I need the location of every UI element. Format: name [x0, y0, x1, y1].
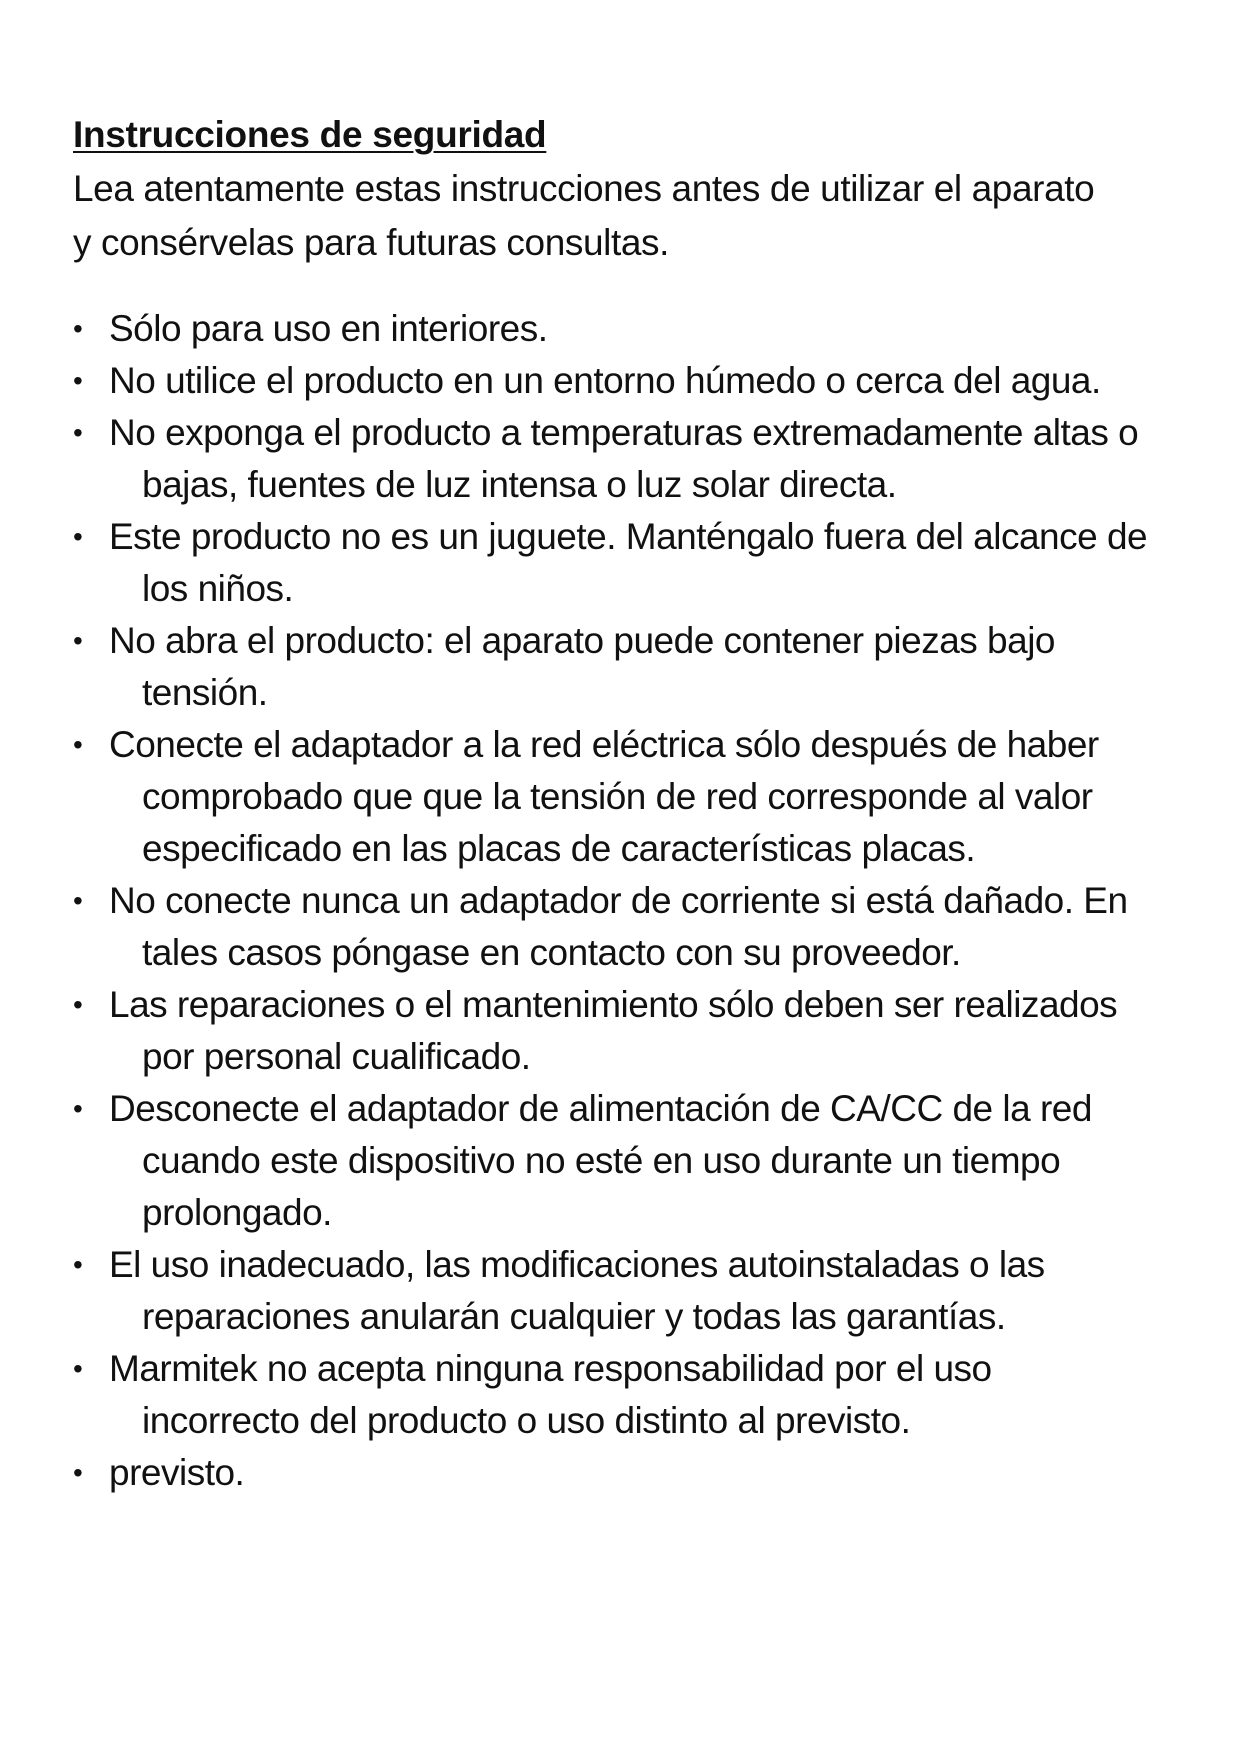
list-item-text-continued: los niños. — [142, 568, 294, 609]
intro-paragraph — [73, 162, 1173, 270]
list-item — [73, 615, 1173, 719]
list-item-text-continued: bajas, fuentes de luz intensa o luz solar directa. — [142, 464, 897, 505]
list-item — [73, 1239, 1173, 1343]
bullet-icon: • — [73, 521, 83, 552]
list-item-text-continued: cuando este dispositivo no esté en uso durante un tiempo — [142, 1140, 1061, 1181]
list-item — [73, 875, 1173, 979]
bullet-icon: • — [73, 885, 83, 916]
list-item-text-continued: comprobado que que la tensión de red corresponde al valor — [142, 776, 1093, 817]
bullet-icon: • — [73, 1093, 83, 1124]
list-item-text-continued: por personal cualificado. — [142, 1036, 531, 1077]
list-item-text: previsto. — [109, 1452, 245, 1493]
list-item — [73, 303, 1173, 355]
bullet-icon: • — [73, 1249, 83, 1280]
list-item-text-continued: tensión. — [142, 672, 268, 713]
bullet-icon: • — [73, 1457, 83, 1488]
list-item-text: Desconecte el adaptador de alimentación de CA/CC de la red — [109, 1088, 1092, 1129]
bullet-icon: • — [73, 989, 83, 1020]
list-item-text: No abra el producto: el aparato puede contener piezas bajo — [109, 620, 1056, 661]
list-item-text-continued: incorrecto del producto o uso distinto al previsto. — [142, 1400, 911, 1441]
section-title: Instrucciones de seguridad — [73, 114, 547, 155]
list-item-text: No utilice el producto en un entorno húmedo o cerca del agua. — [109, 360, 1101, 401]
list-item — [73, 719, 1173, 875]
list-item — [73, 1083, 1173, 1239]
bullet-icon: • — [73, 417, 83, 448]
safety-instructions-list — [73, 303, 1173, 1499]
list-item — [73, 1447, 1173, 1499]
list-item — [73, 1343, 1173, 1447]
list-item — [73, 511, 1173, 615]
bullet-icon: • — [73, 1353, 83, 1384]
bullet-icon: • — [73, 313, 83, 344]
list-item-text: Marmitek no acepta ninguna responsabilidad por el uso — [109, 1348, 992, 1389]
list-item — [73, 407, 1173, 511]
safety-section — [73, 108, 1173, 1493]
list-item-text: El uso inadecuado, las modificaciones autoinstaladas o las — [109, 1244, 1045, 1285]
bullet-icon: • — [73, 625, 83, 656]
bullet-icon: • — [73, 729, 83, 760]
list-item-text-continued: tales casos póngase en contacto con su proveedor. — [142, 932, 961, 973]
list-item-text-continued: reparaciones anularán cualquier y todas las garantías. — [142, 1296, 1006, 1337]
list-item-text: Sólo para uso en interiores. — [109, 308, 548, 349]
intro-line: Lea atentamente estas instrucciones antes de utilizar el aparato — [73, 168, 1095, 209]
list-item-text: No exponga el producto a temperaturas extremadamente altas o — [109, 412, 1139, 453]
intro-line: y consérvelas para futuras consultas. — [73, 222, 670, 263]
bullet-icon: • — [73, 365, 83, 396]
list-item-text: No conecte nunca un adaptador de corriente si está dañado. En — [109, 880, 1128, 921]
list-item-text: Conecte el adaptador a la red eléctrica sólo después de haber — [109, 724, 1099, 765]
list-item-text-continued: prolongado. — [142, 1192, 332, 1233]
list-item — [73, 355, 1173, 407]
list-item-text: Las reparaciones o el mantenimiento sólo deben ser realizados — [109, 984, 1118, 1025]
list-item-text: Este producto no es un juguete. Manténgalo fuera del alcance de — [109, 516, 1148, 557]
list-item-text-continued: especificado en las placas de características placas. — [142, 828, 976, 869]
list-item — [73, 979, 1173, 1083]
